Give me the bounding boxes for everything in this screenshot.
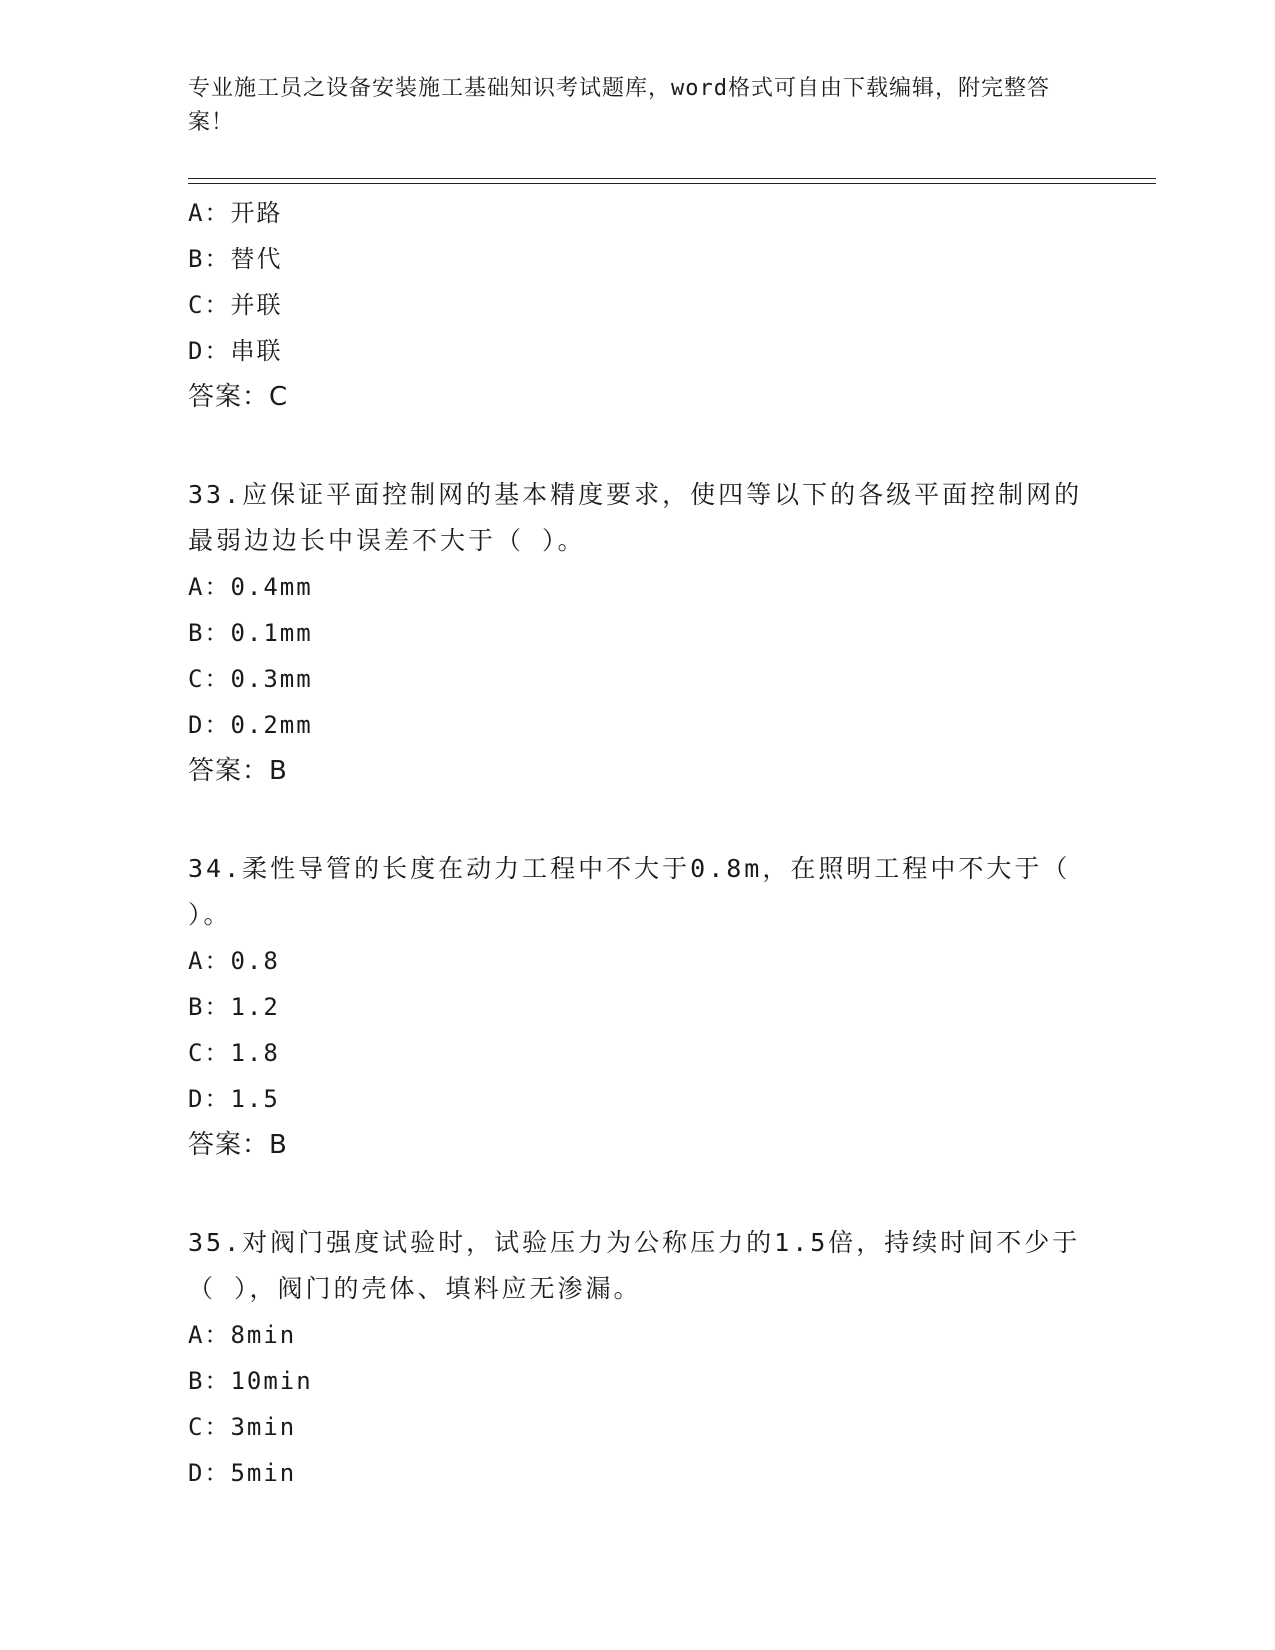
question-34-block [188,846,1088,1168]
option-a: A：8min [188,1321,297,1349]
option-c: C：1.8 [188,1039,280,1067]
header-divider-top [188,178,1156,179]
option-d: D：1.5 [188,1085,280,1113]
answer-line: 答案：B [188,1130,288,1160]
document-header: 专业施工员之设备安装施工基础知识考试题库，word格式可自由下载编辑，附完整答案！ [188,76,1050,135]
question-33-text: 33.应保证平面控制网的基本精度要求，使四等以下的各级平面控制网的最弱边边长中误差不大于（ ）。 [188,480,1083,555]
option-a: A：开路 [188,199,283,227]
question-34-text: 34.柔性导管的长度在动力工程中不大于0.8m，在照明工程中不大于（ ）。 [188,854,1071,929]
question-35-text: 35.对阀门强度试验时，试验压力为公称压力的1.5倍，持续时间不少于（ ），阀门的壳体、填料应无渗漏。 [188,1228,1081,1303]
option-a: A：0.4mm [188,573,313,601]
question-32-block [188,190,1088,420]
option-b: B：1.2 [188,993,280,1021]
option-c: C：0.3mm [188,665,313,693]
answer-line: 答案：B [188,756,288,786]
question-33-block [188,472,1088,794]
option-b: B：0.1mm [188,619,313,647]
option-c: C：3min [188,1413,297,1441]
question-content [188,190,1088,1496]
option-b: B：替代 [188,245,283,273]
header-divider-bottom [188,183,1156,184]
option-c: C：并联 [188,291,283,319]
option-d: D：0.2mm [188,711,313,739]
option-b: B：10min [188,1367,313,1395]
option-d: D：5min [188,1459,297,1487]
answer-line: 答案：C [188,382,289,412]
question-35-block [188,1220,1088,1496]
option-d: D：串联 [188,337,283,365]
option-a: A：0.8 [188,947,280,975]
